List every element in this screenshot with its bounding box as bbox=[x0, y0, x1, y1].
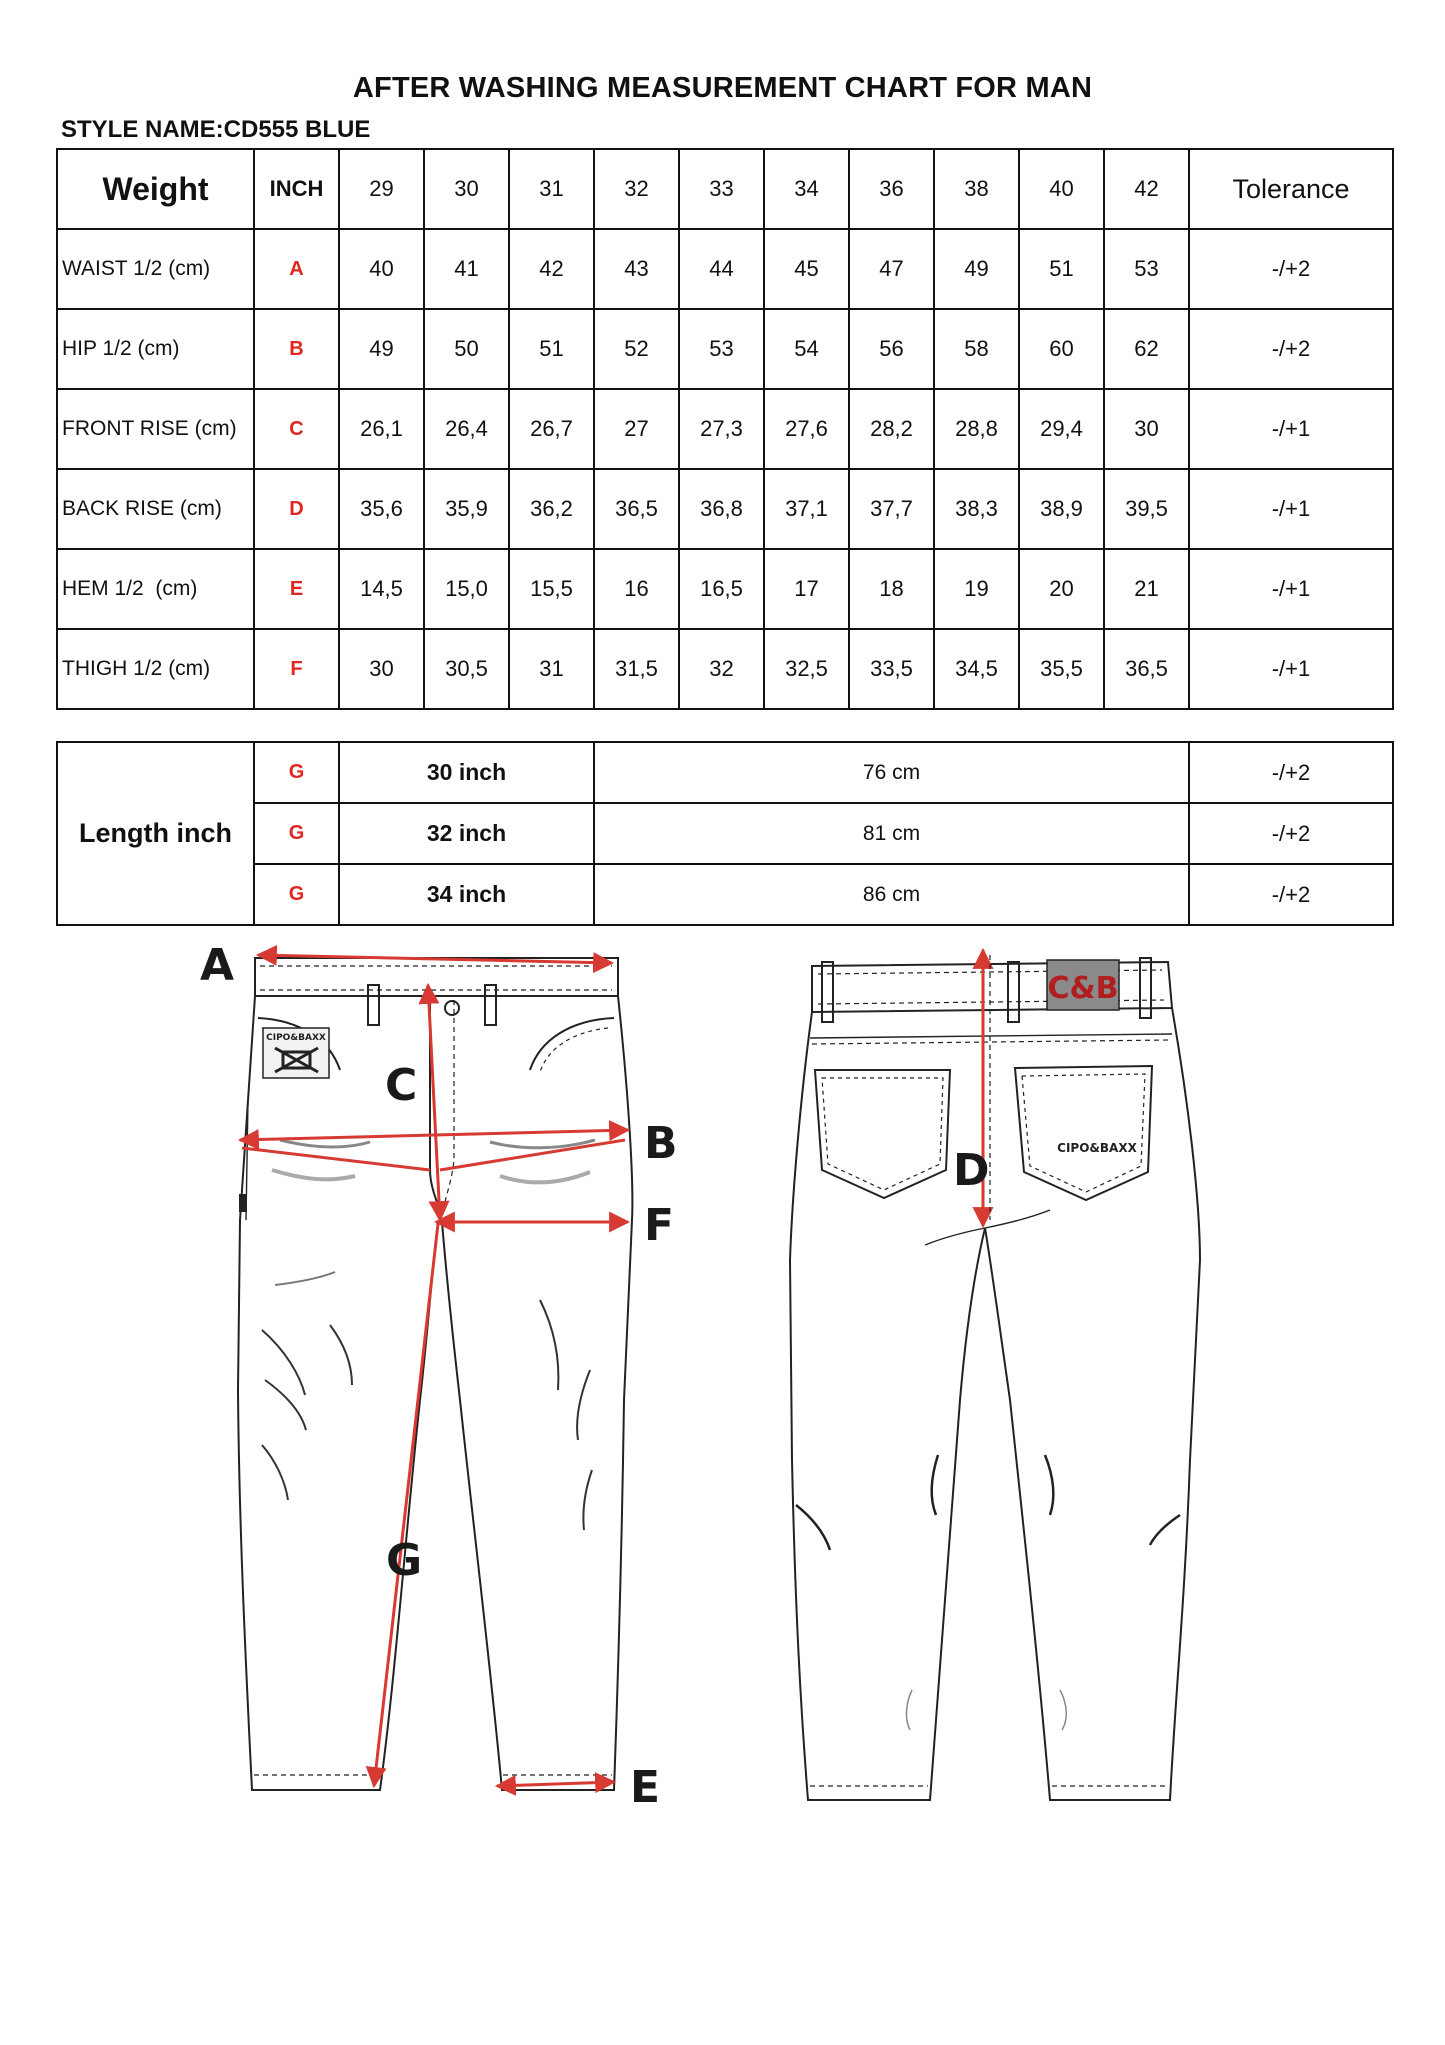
header-size: 42 bbox=[1104, 149, 1189, 229]
row-tolerance: -/+1 bbox=[1189, 389, 1393, 469]
table-cell: 58 bbox=[934, 309, 1019, 389]
table-cell: 44 bbox=[679, 229, 764, 309]
table-cell: 35,6 bbox=[339, 469, 424, 549]
row-code: C bbox=[254, 389, 339, 469]
length-row bbox=[57, 864, 1393, 925]
length-tolerance: -/+2 bbox=[1189, 864, 1393, 925]
table-cell: 54 bbox=[764, 309, 849, 389]
row-label: BACK RISE (cm) bbox=[57, 469, 254, 549]
measure-g-line bbox=[374, 1224, 438, 1786]
table-cell: 30,5 bbox=[424, 629, 509, 709]
table-cell: 28,2 bbox=[849, 389, 934, 469]
length-code: G bbox=[254, 742, 339, 803]
table-cell: 37,1 bbox=[764, 469, 849, 549]
table-cell: 30 bbox=[1104, 389, 1189, 469]
front-patch-text: CIPO&BAXX bbox=[266, 1033, 326, 1043]
table-cell: 32,5 bbox=[764, 629, 849, 709]
diagram-letter-c: C bbox=[385, 1060, 418, 1111]
pants-diagram bbox=[0, 935, 1445, 1815]
table-cell: 30 bbox=[339, 629, 424, 709]
header-size: 34 bbox=[764, 149, 849, 229]
table-cell: 41 bbox=[424, 229, 509, 309]
row-label: HEM 1/2 (cm) bbox=[57, 549, 254, 629]
table-cell: 15,5 bbox=[509, 549, 594, 629]
table-row-front-rise bbox=[57, 389, 1393, 469]
table-cell: 39,5 bbox=[1104, 469, 1189, 549]
diagram-letter-a: A bbox=[200, 940, 235, 991]
table-cell: 26,4 bbox=[424, 389, 509, 469]
table-cell: 14,5 bbox=[339, 549, 424, 629]
row-code: D bbox=[254, 469, 339, 549]
table-cell: 32 bbox=[679, 629, 764, 709]
table-cell: 17 bbox=[764, 549, 849, 629]
table-cell: 60 bbox=[1019, 309, 1104, 389]
header-size: 33 bbox=[679, 149, 764, 229]
table-cell: 31,5 bbox=[594, 629, 679, 709]
measure-b2-line bbox=[242, 1148, 430, 1170]
row-code: E bbox=[254, 549, 339, 629]
header-size: 40 bbox=[1019, 149, 1104, 229]
length-tolerance: -/+2 bbox=[1189, 803, 1393, 864]
header-size: 32 bbox=[594, 149, 679, 229]
table-cell: 49 bbox=[339, 309, 424, 389]
table-header-row bbox=[57, 149, 1393, 229]
table-cell: 21 bbox=[1104, 549, 1189, 629]
table-cell: 16,5 bbox=[679, 549, 764, 629]
style-name: STYLE NAME:CD555 BLUE bbox=[61, 116, 371, 143]
diagram-letter-e: E bbox=[630, 1762, 661, 1813]
table-cell: 51 bbox=[509, 309, 594, 389]
length-inch: 34 inch bbox=[339, 864, 594, 925]
row-tolerance: -/+1 bbox=[1189, 469, 1393, 549]
table-cell: 36,5 bbox=[1104, 629, 1189, 709]
table-cell: 33,5 bbox=[849, 629, 934, 709]
table-row-thigh bbox=[57, 629, 1393, 709]
length-code: G bbox=[254, 803, 339, 864]
table-cell: 50 bbox=[424, 309, 509, 389]
table-cell: 43 bbox=[594, 229, 679, 309]
table-cell: 26,7 bbox=[509, 389, 594, 469]
length-cm: 86 cm bbox=[594, 864, 1189, 925]
table-cell: 51 bbox=[1019, 229, 1104, 309]
front-brand-patch bbox=[263, 1028, 329, 1078]
table-cell: 40 bbox=[339, 229, 424, 309]
row-code: A bbox=[254, 229, 339, 309]
table-cell: 36,8 bbox=[679, 469, 764, 549]
table-cell: 38,9 bbox=[1019, 469, 1104, 549]
row-tolerance: -/+2 bbox=[1189, 309, 1393, 389]
table-cell: 47 bbox=[849, 229, 934, 309]
table-cell: 53 bbox=[679, 309, 764, 389]
header-size: 29 bbox=[339, 149, 424, 229]
row-label: THIGH 1/2 (cm) bbox=[57, 629, 254, 709]
measure-e-line bbox=[497, 1782, 614, 1786]
measurement-table bbox=[56, 148, 1394, 710]
table-cell: 15,0 bbox=[424, 549, 509, 629]
header-size: 36 bbox=[849, 149, 934, 229]
row-tolerance: -/+1 bbox=[1189, 549, 1393, 629]
table-cell: 37,7 bbox=[849, 469, 934, 549]
header-tolerance: Tolerance bbox=[1189, 149, 1393, 229]
table-cell: 49 bbox=[934, 229, 1019, 309]
header-size: 38 bbox=[934, 149, 1019, 229]
table-cell: 27 bbox=[594, 389, 679, 469]
table-cell: 53 bbox=[1104, 229, 1189, 309]
table-cell: 36,2 bbox=[509, 469, 594, 549]
table-cell: 26,1 bbox=[339, 389, 424, 469]
table-cell: 27,3 bbox=[679, 389, 764, 469]
row-code: F bbox=[254, 629, 339, 709]
table-cell: 38,3 bbox=[934, 469, 1019, 549]
front-measure-lines bbox=[240, 955, 628, 1786]
table-row-hip bbox=[57, 309, 1393, 389]
header-inch: INCH bbox=[254, 149, 339, 229]
diagram-letter-f: F bbox=[644, 1200, 675, 1251]
page-title: AFTER WASHING MEASUREMENT CHART FOR MAN bbox=[352, 72, 1093, 104]
length-row bbox=[57, 803, 1393, 864]
table-row-back-rise bbox=[57, 469, 1393, 549]
row-tolerance: -/+2 bbox=[1189, 229, 1393, 309]
row-label: FRONT RISE (cm) bbox=[57, 389, 254, 469]
length-inch: 32 inch bbox=[339, 803, 594, 864]
table-row-hem bbox=[57, 549, 1393, 629]
header-size: 31 bbox=[509, 149, 594, 229]
table-cell: 42 bbox=[509, 229, 594, 309]
diagram-letter-g: G bbox=[386, 1535, 423, 1586]
table-cell: 45 bbox=[764, 229, 849, 309]
table-cell: 35,5 bbox=[1019, 629, 1104, 709]
table-cell: 36,5 bbox=[594, 469, 679, 549]
table-cell: 29,4 bbox=[1019, 389, 1104, 469]
measure-b3-line bbox=[440, 1140, 625, 1170]
diagram-letter-d: D bbox=[953, 1145, 990, 1196]
length-cm: 81 cm bbox=[594, 803, 1189, 864]
header-size: 30 bbox=[424, 149, 509, 229]
length-label: Length inch bbox=[57, 742, 254, 925]
front-pants-drawing bbox=[238, 958, 632, 1790]
row-tolerance: -/+1 bbox=[1189, 629, 1393, 709]
table-cell: 20 bbox=[1019, 549, 1104, 629]
length-row bbox=[57, 742, 1393, 803]
diagram-letter-b: B bbox=[644, 1118, 678, 1169]
row-code: B bbox=[254, 309, 339, 389]
table-cell: 62 bbox=[1104, 309, 1189, 389]
table-cell: 18 bbox=[849, 549, 934, 629]
table-row-waist bbox=[57, 229, 1393, 309]
back-brand-patch bbox=[1047, 960, 1119, 1010]
length-tolerance: -/+2 bbox=[1189, 742, 1393, 803]
table-cell: 16 bbox=[594, 549, 679, 629]
length-cm: 76 cm bbox=[594, 742, 1189, 803]
row-label: HIP 1/2 (cm) bbox=[57, 309, 254, 389]
table-cell: 52 bbox=[594, 309, 679, 389]
length-code: G bbox=[254, 864, 339, 925]
back-pocket-label: CIPO&BAXX bbox=[1057, 1141, 1137, 1155]
table-cell: 56 bbox=[849, 309, 934, 389]
table-cell: 28,8 bbox=[934, 389, 1019, 469]
table-cell: 27,6 bbox=[764, 389, 849, 469]
table-cell: 19 bbox=[934, 549, 1019, 629]
row-label: WAIST 1/2 (cm) bbox=[57, 229, 254, 309]
length-inch: 30 inch bbox=[339, 742, 594, 803]
table-cell: 31 bbox=[509, 629, 594, 709]
table-cell: 35,9 bbox=[424, 469, 509, 549]
length-table bbox=[56, 741, 1394, 926]
back-patch-text: C&B bbox=[1047, 971, 1119, 1006]
header-weight: Weight bbox=[57, 149, 254, 229]
table-cell: 34,5 bbox=[934, 629, 1019, 709]
back-pants-drawing bbox=[790, 958, 1200, 1800]
